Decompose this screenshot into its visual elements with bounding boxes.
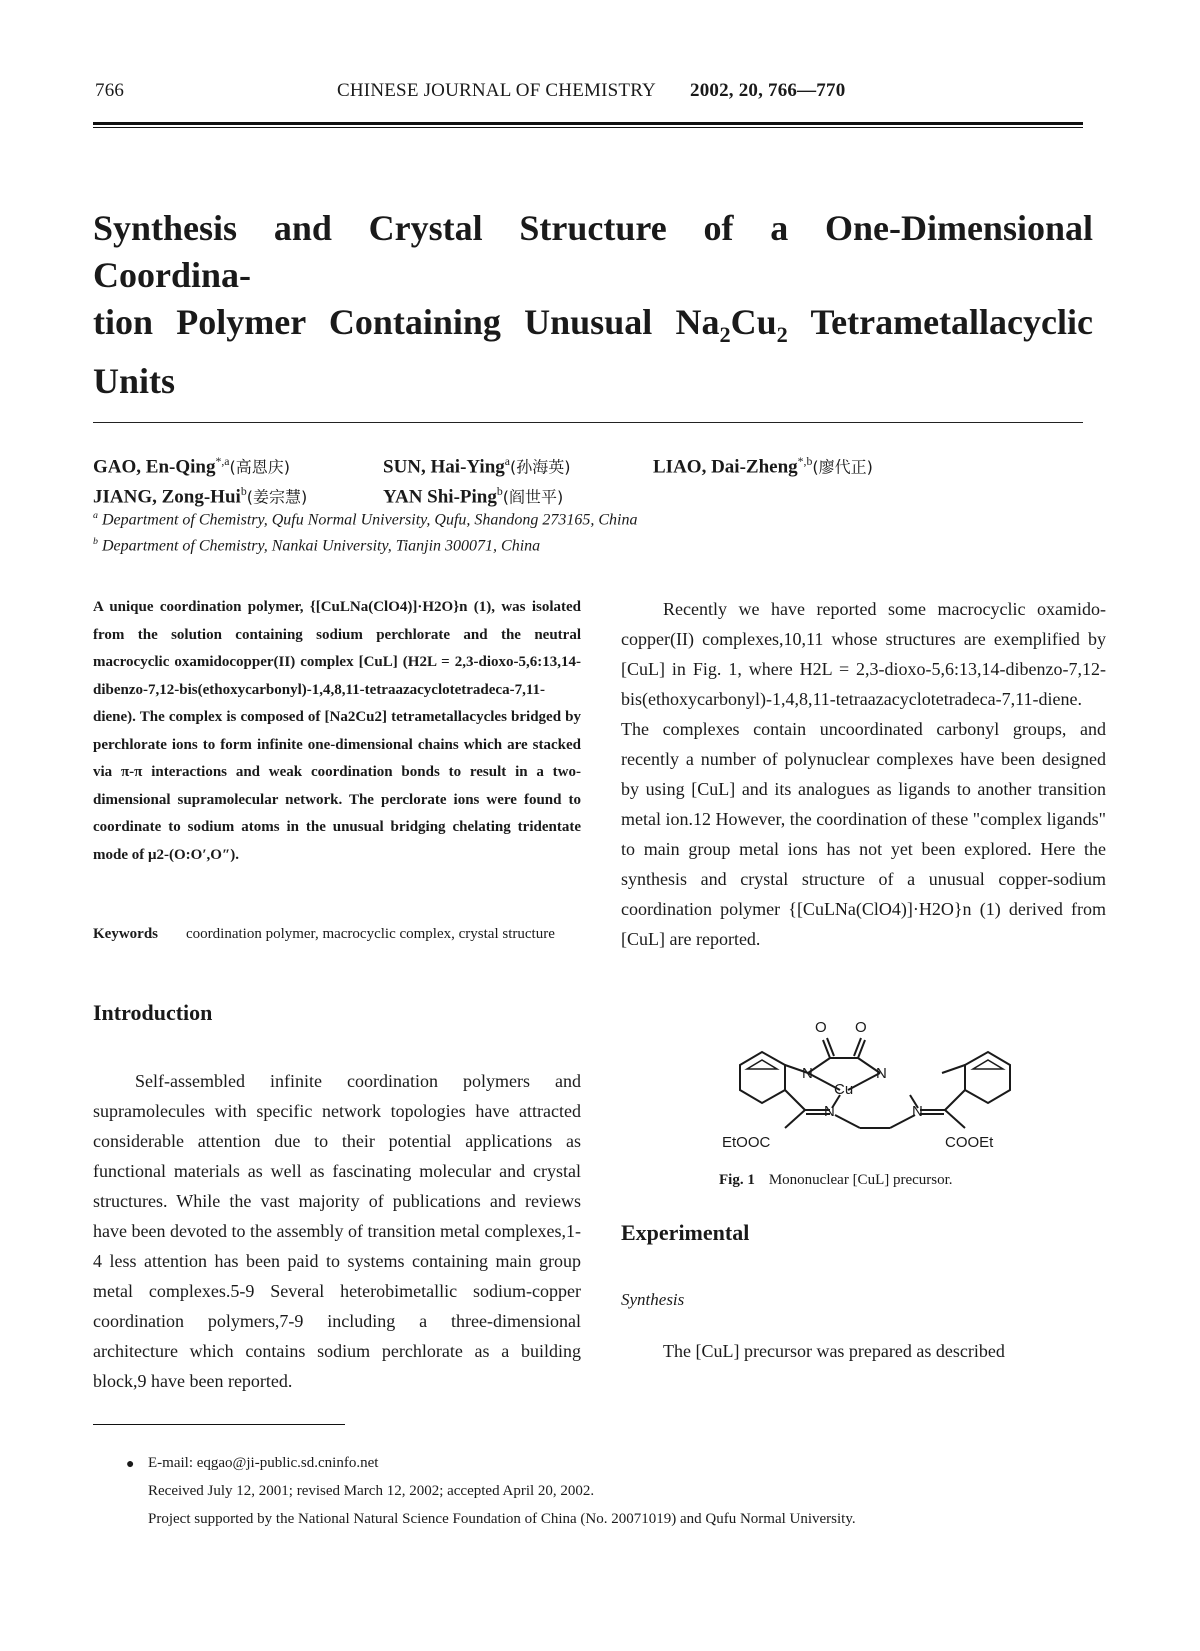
title-rule [93, 422, 1083, 423]
footnote-received: Received July 12, 2001; revised March 12, 2002; accepted April 20, 2002. [148, 1483, 595, 1499]
synthesis-text: The [CuL] precursor was prepared as described [663, 1341, 1005, 1361]
header-rule [93, 122, 1083, 125]
affiliation-b: $^b$ Department of Chemistry, Nankai University, Tianjin 300071, China [93, 536, 541, 555]
running-header-journal: CHINESE JOURNAL OF CHEMISTRY [337, 80, 656, 101]
header-rule-thin [93, 127, 1083, 128]
page-number: 766 [95, 80, 125, 101]
ester-label-right: COOEt [945, 1134, 994, 1151]
oxygen-atom-label: O [855, 1019, 867, 1036]
article-title [93, 205, 1093, 405]
nitrogen-atom-label: N [876, 1065, 887, 1082]
author: GAO, En-Qing$^{*,a}$(高恩庆) [93, 455, 291, 478]
running-header-citation: 2002, 20, 766—770 [690, 80, 846, 101]
title-line-2: tion Polymer Containing Unusual $Na_2Cu_2$ Tetrametallacyclic [93, 302, 1093, 348]
author: LIAO, Dai-Zheng$^{*,b}$(廖代正) [653, 455, 873, 478]
author: YAN Shi-Ping$^b$(阎世平) [383, 485, 564, 508]
footnote-rule [93, 1424, 345, 1425]
copper-atom-label: Cu [834, 1081, 854, 1098]
author-list [93, 447, 1093, 507]
title-line-1: Synthesis and Crystal Structure of a One-Dimensional Coordina- [93, 208, 1093, 295]
footnote-support: Project supported by the National Natural Science Foundation of China (No. 20071019) and Qufu Normal University. [148, 1511, 856, 1527]
experimental-heading: Experimental [621, 1220, 750, 1245]
figure-caption: Fig. 1 Mononuclear [CuL] precursor. [719, 1172, 953, 1188]
introduction-text: Self-assembled infinite coordination polymers and supramolecules with specific network topologies have attracted considerable attention due to their potential applications as functional materials as well as fascinating molecular and crystal structures. While the vast majority of publications and reviews have been devoted to the assembly of transition metal complexes,1-4 less attention has been paid to systems containing main group metal complexes.5-9 Several heterobimetallic sodium-copper coordination polymers,7-9 including a three-dimensional architecture which contains sodium perchlorate as a building block,9 have been reported. [93, 1071, 581, 1391]
keywords: Keywords coordination polymer, macrocyclic complex, crystal structure [93, 926, 555, 942]
cul-structure-figure [700, 1010, 1050, 1160]
abstract: A unique coordination polymer, {[CuLNa(ClO4)]·H2O}n (1), was isolated from the solution containing sodium perchlorate and the neutral macrocyclic oxamidocopper(II) complex [CuL] (H2L = 2,3-dioxo-5,6:13,14-dibenzo-7,12-bis(ethoxycarbonyl)-1,4,8,11-tetraazacyclotetradeca-7,11-diene). The complex is composed of [Na2Cu2] tetrametallacycles bridged by perchlorate ions to form infinite one-dimensional chains which are stacked via π-π interactions and weak coordination bonds to result in a two-dimensional supramolecular network. The perclorate ions were found to coordinate to sodium atoms in the unusual bridging chelating tridentate mode of μ2-(O:O′,O″). [93, 599, 581, 863]
synthesis-subheading: Synthesis [621, 1290, 685, 1309]
footnote-bullet-icon: ● [126, 1457, 135, 1472]
affiliation-a: $^a$ Department of Chemistry, Qufu Normal University, Qufu, Shandong 273165, China [93, 510, 638, 529]
nitrogen-atom-label: N [912, 1103, 923, 1120]
oxygen-atom-label: O [815, 1019, 827, 1036]
intro-paragraph-right: Recently we have reported some macrocyclic oxamido-copper(II) complexes,10,11 whose structures are exemplified by [CuL] in Fig. 1, where H2L = 2,3-dioxo-5,6:13,14-dibenzo-7,12-bis(ethoxycarbonyl)-1,4,8,11-tetraazacyclotetradeca-7,11-diene. The complexes contain uncoordinated carbonyl groups, and recently a number of polynuclear complexes have been designed by using [CuL] and its analogues as ligands to another transition metal ion.12 However, the coordination of these "complex ligands" to main group metal ions has not yet been explored. Here the synthesis and crystal structure of a unusual copper-sodium coordination polymer {[CuLNa(ClO4)]·H2O}n (1) derived from [CuL] are reported. [621, 599, 1106, 949]
author: JIANG, Zong-Hui$^b$(姜宗慧) [93, 485, 308, 508]
nitrogen-atom-label: N [802, 1065, 813, 1082]
ester-label-left: EtOOC [722, 1134, 771, 1151]
title-line-3: Units [93, 361, 176, 402]
footnote-email: E-mail: eqgao@ji-public.sd.cninfo.net [148, 1455, 379, 1471]
nitrogen-atom-label: N [824, 1103, 835, 1120]
author: SUN, Hai-Ying$^a$(孙海英) [383, 455, 571, 478]
introduction-heading: Introduction [93, 1000, 213, 1025]
